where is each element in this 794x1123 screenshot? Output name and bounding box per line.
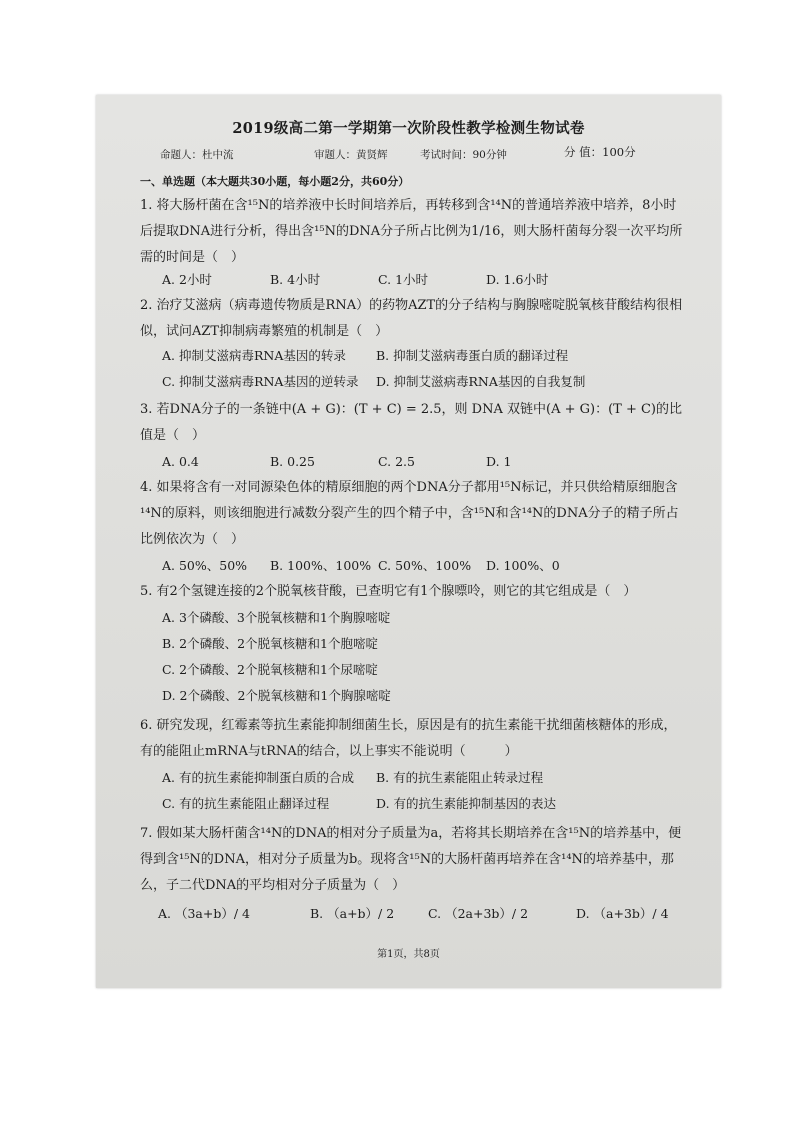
option-a[interactable]: A. 2小时 [162,272,212,287]
option-b[interactable]: B. 2个磷酸、2个脱氧核糖和1个胞嘧啶 [162,636,378,651]
option-b[interactable]: B. 0.25 [270,454,315,469]
question-7 [140,821,688,899]
exam-sheet [96,95,721,988]
option-d[interactable]: D. 100%、0 [486,558,560,573]
option-c[interactable]: C. 抑制艾滋病毒RNA基因的逆转录 [162,374,359,389]
option-c[interactable]: C. 2.5 [378,454,415,469]
option-d[interactable]: D. （a+3b）/ 4 [576,906,669,921]
question-5-options [162,605,391,709]
page-footer: 第1页，共8页 [377,949,440,960]
exam-title: 2019级高二第一学期第一次阶段性教学检测生物试卷 [232,120,585,137]
question-stem: 7. 假如某大肠杆菌含¹⁴N的DNA的相对分子质量为a，若将其长期培养在含¹⁵N的培养基中，便得到含¹⁵N的DNA，相对分子质量为b。现将含¹⁵N的大肠杆菌再培养在含¹⁴N的培养基中，那么，子二代DNA的平均相对分子质量为（ ） [140,826,682,893]
option-b[interactable]: B. 4小时 [270,272,321,287]
option-a[interactable]: A. 3个磷酸、3个脱氧核糖和1个胸腺嘧啶 [162,610,391,625]
option-b[interactable]: B. 有的抗生素能阻止转录过程 [376,770,544,785]
option-a[interactable]: A. 50%、50% [162,558,248,573]
score-label: 分 值：100分 [564,145,636,159]
exam-time-label: 考试时间：90分钟 [420,149,507,161]
option-b[interactable]: B. （a+b）/ 2 [310,906,395,921]
option-b[interactable]: B. 100%、100% [270,558,372,573]
section-heading: 一、单选题（本大题共30小题，每小题2分，共60分） [140,175,410,188]
question-3 [140,397,688,449]
question-stem: 1. 将大肠杆菌在含¹⁵N的培养液中长时间培养后，再转移到含¹⁴N的普通培养液中培养，8小时后提取DNA进行分析，得出含¹⁵N的DNA分子所占比例为1/16，则大肠杆菌每分裂一次平均所需的时间是（ ） [140,198,683,265]
option-c[interactable]: C. 2个磷酸、2个脱氧核糖和1个尿嘧啶 [162,662,378,677]
question-stem: 4. 如果将含有一对同源染色体的精原细胞的两个DNA分子都用¹⁵N标记，并只供给精原细胞含¹⁴N的原料，则该细胞进行减数分裂产生的四个精子中，含¹⁵N和含¹⁴N的DNA分子的精子所占比例依次为（ ） [140,480,679,547]
question-1-options [162,267,548,293]
option-b[interactable]: B. 抑制艾滋病毒蛋白质的翻译过程 [376,348,569,363]
question-stem: 2. 治疗艾滋病（病毒遗传物质是RNA）的药物AZT的分子结构与胸腺嘧啶脱氧核苷酸结构很相似，试问AZT抑制病毒繁殖的机制是（ ） [140,298,683,339]
question-2-options [162,343,585,395]
option-d[interactable]: D. 1 [486,454,512,469]
setter-label: 命题人：杜中流 [160,149,234,161]
option-a[interactable]: A. 0.4 [162,454,199,469]
option-a[interactable]: A. 抑制艾滋病毒RNA基因的转录 [162,348,346,363]
option-c[interactable]: C. 50%、100% [378,558,472,573]
question-stem: 5. 有2个氢键连接的2个脱氧核苷酸，已查明它有1个腺嘌呤，则它的其它组成是（ ） [140,584,637,599]
question-stem: 3. 若DNA分子的一条链中(A + G)：(T + C) = 2.5，则 DNA 双链中(A + G)：(T + C)的比值是（ ） [140,402,682,443]
question-5 [140,579,688,605]
reviewer-label: 审题人：黄贤辉 [314,149,388,161]
option-d[interactable]: D. 1.6小时 [486,272,549,287]
question-4-options [162,553,560,579]
option-c[interactable]: C. （2a+3b）/ 2 [428,906,529,921]
question-6-options [162,765,556,817]
question-4 [140,475,688,553]
question-7-options [158,901,669,927]
option-c[interactable]: C. 1小时 [378,272,429,287]
option-a[interactable]: A. （3a+b）/ 4 [158,906,250,921]
option-d[interactable]: D. 抑制艾滋病毒RNA基因的自我复制 [376,374,586,389]
question-stem: 6. 研究发现，红霉素等抗生素能抑制细菌生长，原因是有的抗生素能干扰细菌核糖体的形成，有的能阻止mRNA与tRNA的结合，以上事实不能说明（ ） [140,718,677,759]
question-1 [140,193,688,271]
option-d[interactable]: D. 2个磷酸、2个脱氧核糖和1个胸腺嘧啶 [162,688,391,703]
question-6 [140,713,688,765]
option-c[interactable]: C. 有的抗生素能阻止翻译过程 [162,796,330,811]
question-2 [140,293,688,345]
option-d[interactable]: D. 有的抗生素能抑制基因的表达 [376,796,557,811]
question-3-options [162,449,511,475]
option-a[interactable]: A. 有的抗生素能抑制蛋白质的合成 [162,770,354,785]
